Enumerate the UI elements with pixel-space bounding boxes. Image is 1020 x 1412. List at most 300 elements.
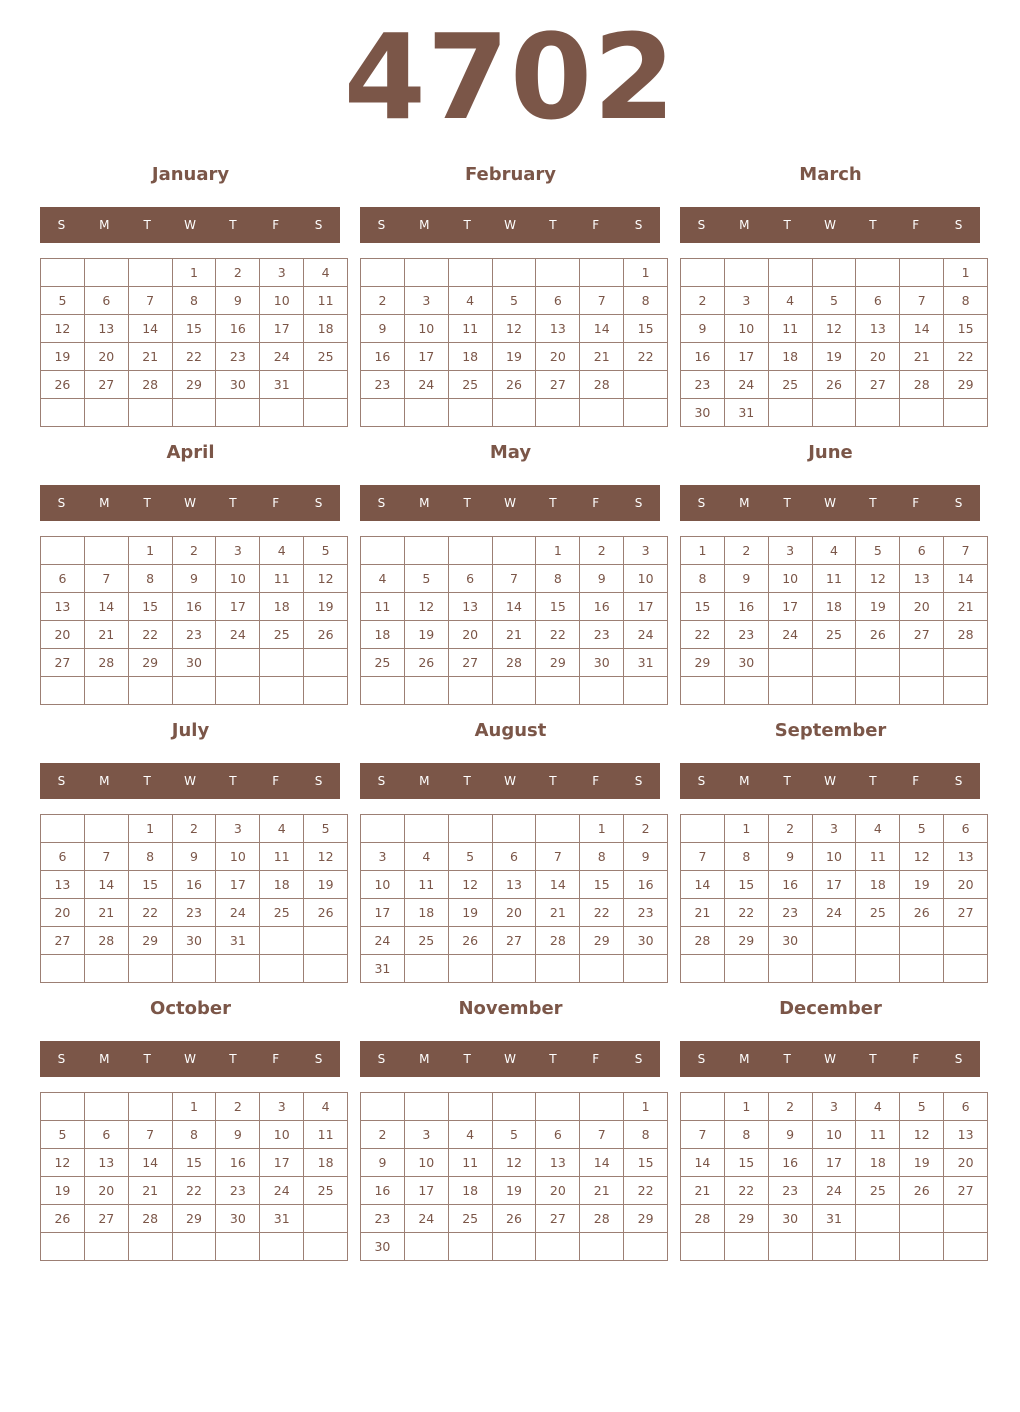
empty-cell [624, 1233, 668, 1261]
day-cell: 7 [681, 843, 725, 871]
empty-cell [84, 537, 128, 565]
weekday-header [40, 485, 340, 521]
empty-cell [812, 677, 856, 705]
month-name: March [799, 164, 862, 185]
weekday-label: M [99, 774, 110, 788]
day-cell: 28 [492, 649, 536, 677]
day-cell: 7 [580, 287, 624, 315]
day-cell: 5 [856, 537, 900, 565]
empty-cell [944, 927, 988, 955]
day-cell: 21 [128, 1177, 172, 1205]
empty-cell [216, 1233, 260, 1261]
day-cell: 19 [41, 1177, 85, 1205]
week-row [681, 537, 988, 565]
month-october [40, 994, 341, 1264]
day-cell: 6 [41, 565, 85, 593]
day-cell: 29 [128, 649, 172, 677]
weekday-label: T [143, 1052, 151, 1066]
day-cell: 1 [128, 537, 172, 565]
empty-cell [128, 399, 172, 427]
week-row [361, 1149, 668, 1177]
weekday-label: T [143, 218, 151, 232]
week-row [41, 259, 348, 287]
empty-cell [41, 955, 85, 983]
weekday-label: S [634, 774, 643, 788]
day-cell: 13 [536, 315, 580, 343]
week-row [41, 1093, 348, 1121]
empty-cell [41, 537, 85, 565]
day-cell: 11 [856, 843, 900, 871]
day-cell: 13 [492, 871, 536, 899]
day-cell: 11 [260, 843, 304, 871]
weekday-label: W [184, 218, 196, 232]
day-cell: 4 [448, 1121, 492, 1149]
day-cell: 22 [580, 899, 624, 927]
day-cell: 23 [624, 899, 668, 927]
day-cell: 5 [304, 815, 348, 843]
weekday-label: T [869, 1052, 877, 1066]
weekday-label: S [314, 1052, 323, 1066]
day-cell: 30 [768, 927, 812, 955]
day-cell: 5 [900, 1093, 944, 1121]
day-cell: 12 [812, 315, 856, 343]
day-cell: 12 [304, 565, 348, 593]
day-cell: 25 [768, 371, 812, 399]
day-cell: 15 [172, 315, 216, 343]
empty-cell [580, 955, 624, 983]
weekday-label: M [739, 774, 750, 788]
empty-cell [216, 649, 260, 677]
weekday-label: S [634, 496, 643, 510]
day-cell: 18 [304, 1149, 348, 1177]
day-cell: 26 [41, 1205, 85, 1233]
week-row [361, 343, 668, 371]
weekday-label: T [463, 496, 471, 510]
empty-cell [492, 677, 536, 705]
week-row [41, 899, 348, 927]
day-cell: 14 [84, 871, 128, 899]
empty-cell [41, 1233, 85, 1261]
day-cell: 22 [172, 343, 216, 371]
month-january [40, 160, 341, 430]
day-cell: 2 [172, 815, 216, 843]
empty-cell [260, 399, 304, 427]
day-cell: 31 [624, 649, 668, 677]
day-cell: 22 [681, 621, 725, 649]
day-cell: 28 [536, 927, 580, 955]
day-cell: 5 [448, 843, 492, 871]
day-cell: 28 [84, 649, 128, 677]
empty-cell [856, 677, 900, 705]
empty-cell [536, 1093, 580, 1121]
day-cell: 22 [536, 621, 580, 649]
empty-cell [768, 955, 812, 983]
weekday-label: S [697, 218, 706, 232]
empty-cell [84, 815, 128, 843]
month-february [360, 160, 661, 430]
weekday-label: T [783, 1052, 791, 1066]
empty-cell [304, 399, 348, 427]
day-cell: 3 [260, 259, 304, 287]
day-grid [40, 814, 348, 983]
weekday-label: M [419, 1052, 430, 1066]
empty-cell [580, 1233, 624, 1261]
empty-cell [856, 649, 900, 677]
month-name: November [458, 998, 563, 1019]
empty-cell [492, 815, 536, 843]
day-cell: 10 [812, 1121, 856, 1149]
month-august [360, 716, 661, 986]
week-row [681, 843, 988, 871]
empty-cell [944, 677, 988, 705]
day-cell: 29 [172, 1205, 216, 1233]
empty-cell [304, 1205, 348, 1233]
empty-cell [856, 1233, 900, 1261]
day-cell: 16 [624, 871, 668, 899]
empty-cell [768, 649, 812, 677]
day-cell: 26 [900, 1177, 944, 1205]
day-cell: 12 [492, 1149, 536, 1177]
day-cell: 13 [84, 1149, 128, 1177]
day-cell: 16 [216, 1149, 260, 1177]
day-cell: 15 [624, 315, 668, 343]
day-cell: 24 [812, 899, 856, 927]
day-cell: 3 [812, 1093, 856, 1121]
day-cell: 1 [580, 815, 624, 843]
day-cell: 4 [404, 843, 448, 871]
day-cell: 8 [580, 843, 624, 871]
day-cell: 18 [361, 621, 405, 649]
day-cell: 20 [944, 871, 988, 899]
day-cell: 4 [304, 259, 348, 287]
empty-cell [84, 955, 128, 983]
month-name: September [774, 720, 887, 741]
day-cell: 17 [812, 871, 856, 899]
week-row [41, 955, 348, 983]
day-cell: 10 [404, 1149, 448, 1177]
week-row [681, 677, 988, 705]
day-cell: 11 [260, 565, 304, 593]
day-cell: 16 [681, 343, 725, 371]
empty-cell [84, 1093, 128, 1121]
weekday-label: W [184, 1052, 196, 1066]
day-grid [680, 1092, 988, 1261]
day-cell: 7 [536, 843, 580, 871]
day-cell: 4 [260, 815, 304, 843]
day-cell: 23 [768, 899, 812, 927]
week-row [681, 399, 988, 427]
day-cell: 9 [172, 843, 216, 871]
day-cell: 6 [944, 1093, 988, 1121]
week-row [361, 649, 668, 677]
week-row [681, 621, 988, 649]
week-row [681, 815, 988, 843]
day-cell: 30 [624, 927, 668, 955]
day-cell: 4 [768, 287, 812, 315]
day-cell: 19 [41, 343, 85, 371]
weekday-label: S [697, 1052, 706, 1066]
day-cell: 8 [944, 287, 988, 315]
week-row [361, 899, 668, 927]
week-row [41, 315, 348, 343]
day-cell: 11 [361, 593, 405, 621]
month-november [360, 994, 661, 1264]
weekday-label: T [783, 218, 791, 232]
day-cell: 6 [84, 287, 128, 315]
weekday-label: T [143, 496, 151, 510]
day-cell: 18 [448, 343, 492, 371]
day-cell: 14 [580, 1149, 624, 1177]
week-row [681, 593, 988, 621]
weekday-label: M [739, 218, 750, 232]
day-cell: 24 [812, 1177, 856, 1205]
empty-cell [304, 371, 348, 399]
month-name: July [171, 720, 210, 741]
day-cell: 22 [128, 899, 172, 927]
week-row [361, 1233, 668, 1261]
empty-cell [812, 955, 856, 983]
day-cell: 30 [361, 1233, 405, 1261]
weekday-label: F [272, 218, 280, 232]
empty-cell [900, 1233, 944, 1261]
week-row [361, 843, 668, 871]
weekday-header [40, 207, 340, 243]
day-cell: 18 [260, 593, 304, 621]
empty-cell [681, 815, 725, 843]
day-cell: 20 [41, 621, 85, 649]
week-row [361, 677, 668, 705]
weekday-label: F [912, 218, 920, 232]
empty-cell [856, 399, 900, 427]
month-march [680, 160, 981, 430]
day-cell: 12 [900, 1121, 944, 1149]
day-cell: 26 [404, 649, 448, 677]
day-cell: 18 [304, 315, 348, 343]
day-cell: 31 [260, 1205, 304, 1233]
day-cell: 21 [580, 343, 624, 371]
day-cell: 3 [812, 815, 856, 843]
day-cell: 21 [128, 343, 172, 371]
day-cell: 15 [580, 871, 624, 899]
weekday-label: F [912, 774, 920, 788]
day-cell: 6 [41, 843, 85, 871]
day-cell: 19 [304, 871, 348, 899]
week-row [681, 927, 988, 955]
day-cell: 16 [768, 871, 812, 899]
day-cell: 10 [624, 565, 668, 593]
empty-cell [304, 677, 348, 705]
day-cell: 3 [404, 287, 448, 315]
weekday-label: S [954, 774, 963, 788]
day-cell: 24 [768, 621, 812, 649]
month-name: December [779, 998, 882, 1019]
day-cell: 30 [681, 399, 725, 427]
week-row [41, 343, 348, 371]
day-cell: 10 [260, 1121, 304, 1149]
day-cell: 27 [536, 371, 580, 399]
weekday-label: W [504, 496, 516, 510]
empty-cell [216, 399, 260, 427]
week-row [681, 1233, 988, 1261]
empty-cell [404, 677, 448, 705]
weekday-label: F [592, 774, 600, 788]
empty-cell [768, 1233, 812, 1261]
weekday-header [680, 1041, 980, 1077]
day-cell: 7 [84, 565, 128, 593]
day-cell: 23 [768, 1177, 812, 1205]
week-row [681, 899, 988, 927]
day-cell: 8 [128, 565, 172, 593]
day-cell: 2 [172, 537, 216, 565]
day-cell: 21 [84, 621, 128, 649]
day-cell: 23 [580, 621, 624, 649]
day-cell: 6 [900, 537, 944, 565]
empty-cell [536, 815, 580, 843]
day-cell: 20 [944, 1149, 988, 1177]
month-september [680, 716, 981, 986]
empty-cell [768, 677, 812, 705]
day-cell: 2 [724, 537, 768, 565]
day-cell: 19 [856, 593, 900, 621]
day-cell: 1 [624, 259, 668, 287]
day-cell: 15 [624, 1149, 668, 1177]
day-cell: 26 [900, 899, 944, 927]
empty-cell [172, 677, 216, 705]
day-cell: 1 [172, 1093, 216, 1121]
empty-cell [260, 677, 304, 705]
weekday-label: T [229, 774, 237, 788]
day-cell: 22 [128, 621, 172, 649]
weekday-label: S [314, 218, 323, 232]
day-cell: 28 [681, 927, 725, 955]
weekday-label: T [463, 218, 471, 232]
week-row [361, 955, 668, 983]
month-name: June [808, 442, 853, 463]
day-cell: 11 [304, 287, 348, 315]
empty-cell [580, 399, 624, 427]
day-cell: 6 [492, 843, 536, 871]
empty-cell [448, 1233, 492, 1261]
week-row [41, 565, 348, 593]
weekday-label: W [824, 1052, 836, 1066]
day-cell: 10 [724, 315, 768, 343]
week-row [681, 1177, 988, 1205]
week-row [361, 621, 668, 649]
day-cell: 10 [260, 287, 304, 315]
weekday-label: T [229, 496, 237, 510]
weekday-label: S [314, 496, 323, 510]
day-cell: 15 [944, 315, 988, 343]
day-cell: 24 [404, 371, 448, 399]
empty-cell [900, 259, 944, 287]
day-cell: 22 [724, 1177, 768, 1205]
month-june [680, 438, 981, 708]
day-cell: 21 [84, 899, 128, 927]
weekday-label: M [419, 218, 430, 232]
day-cell: 5 [41, 1121, 85, 1149]
month-name: August [474, 720, 547, 741]
month-name: January [151, 164, 230, 185]
week-row [681, 565, 988, 593]
day-cell: 19 [900, 871, 944, 899]
week-row [361, 815, 668, 843]
empty-cell [304, 927, 348, 955]
day-cell: 18 [856, 871, 900, 899]
day-cell: 21 [900, 343, 944, 371]
empty-cell [41, 259, 85, 287]
day-cell: 30 [724, 649, 768, 677]
empty-cell [448, 259, 492, 287]
day-cell: 17 [404, 1177, 448, 1205]
day-cell: 10 [361, 871, 405, 899]
empty-cell [128, 677, 172, 705]
day-cell: 5 [41, 287, 85, 315]
day-cell: 30 [580, 649, 624, 677]
week-row [41, 1149, 348, 1177]
day-cell: 28 [900, 371, 944, 399]
day-cell: 12 [41, 315, 85, 343]
day-grid [360, 1092, 668, 1261]
week-row [681, 343, 988, 371]
day-cell: 12 [404, 593, 448, 621]
empty-cell [304, 955, 348, 983]
day-cell: 11 [856, 1121, 900, 1149]
day-cell: 1 [724, 815, 768, 843]
week-row [41, 1233, 348, 1261]
empty-cell [624, 399, 668, 427]
day-cell: 27 [900, 621, 944, 649]
weekday-label: F [272, 496, 280, 510]
day-cell: 24 [260, 1177, 304, 1205]
day-cell: 11 [404, 871, 448, 899]
empty-cell [812, 649, 856, 677]
day-cell: 8 [536, 565, 580, 593]
week-row [681, 1121, 988, 1149]
empty-cell [536, 677, 580, 705]
week-row [41, 677, 348, 705]
empty-cell [492, 1093, 536, 1121]
day-cell: 5 [492, 287, 536, 315]
day-cell: 22 [624, 343, 668, 371]
day-cell: 8 [724, 843, 768, 871]
day-cell: 20 [536, 343, 580, 371]
day-cell: 16 [361, 1177, 405, 1205]
day-cell: 5 [404, 565, 448, 593]
empty-cell [724, 677, 768, 705]
month-name: April [166, 442, 215, 463]
day-cell: 19 [900, 1149, 944, 1177]
month-april [40, 438, 341, 708]
empty-cell [84, 259, 128, 287]
weekday-label: M [99, 218, 110, 232]
empty-cell [260, 955, 304, 983]
empty-cell [580, 1093, 624, 1121]
empty-cell [448, 955, 492, 983]
weekday-label: S [954, 1052, 963, 1066]
empty-cell [448, 677, 492, 705]
day-cell: 25 [304, 343, 348, 371]
week-row [681, 1093, 988, 1121]
day-cell: 26 [856, 621, 900, 649]
day-cell: 18 [448, 1177, 492, 1205]
empty-cell [84, 399, 128, 427]
empty-cell [216, 955, 260, 983]
day-cell: 31 [216, 927, 260, 955]
day-cell: 13 [536, 1149, 580, 1177]
day-cell: 8 [128, 843, 172, 871]
weekday-label: S [377, 774, 386, 788]
weekday-label: W [504, 218, 516, 232]
